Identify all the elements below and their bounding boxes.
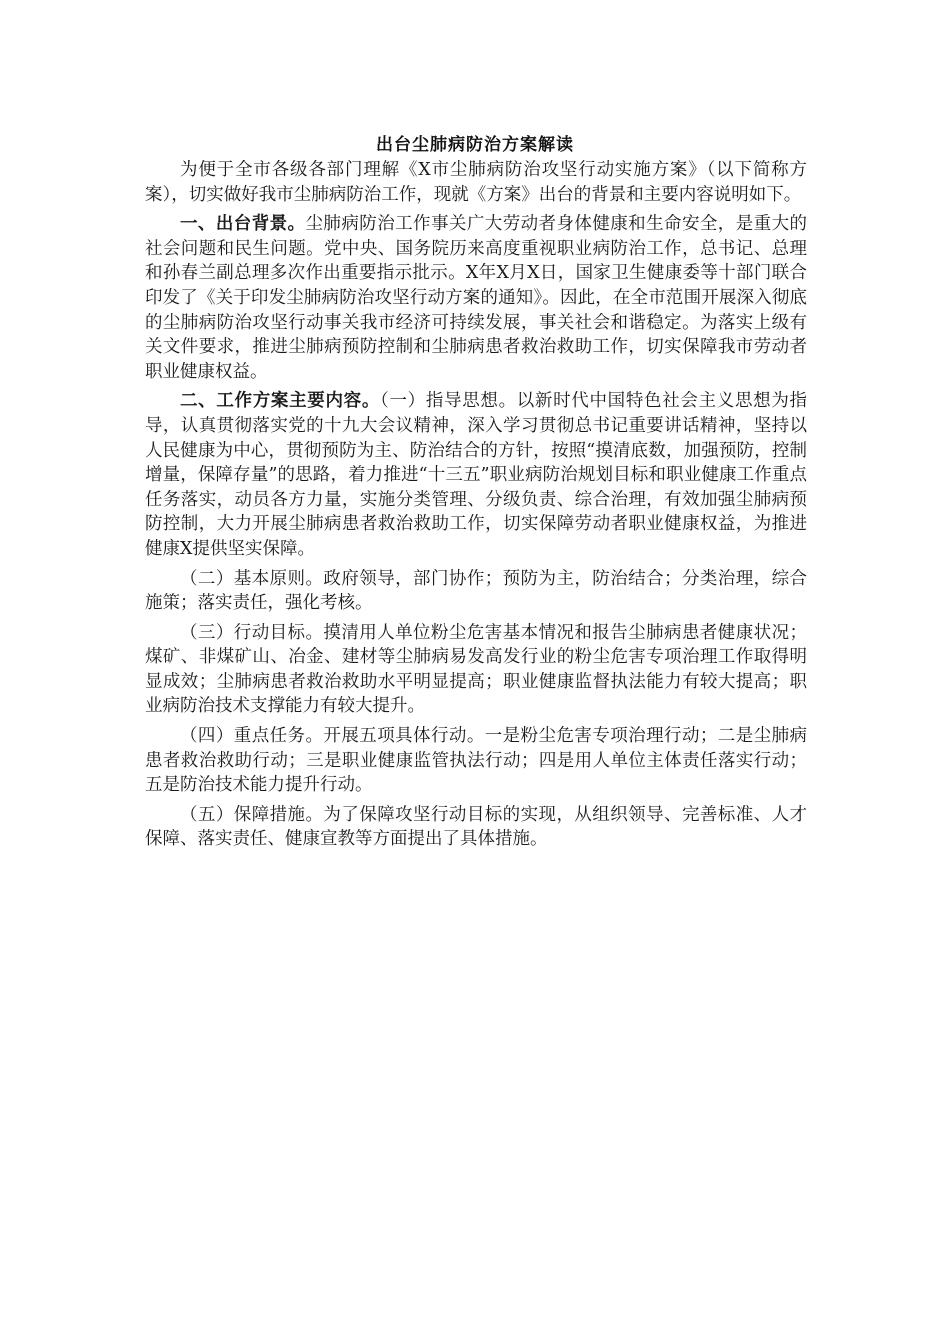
background-paragraph [145, 212, 807, 384]
document-title: 出台尘肺病防治方案解读 [376, 135, 574, 155]
tasks-paragraph: （四）重点任务。开展五项具体行动。一是粉尘危害专项治理行动；二是尘肺病患者救治救助行动；三是职业健康监管执法行动；四是用人单位主体责任落实行动；五是防治技术能力提升行动。 [145, 726, 807, 796]
background-heading: 一、出台背景。 [180, 214, 306, 235]
background-text: 尘肺病防治工作事关广大劳动者身体健康和生命安全，是重大的社会问题和民生问题。党中央、国务院历来高度重视职业病防治工作，总书记、总理和孙春兰副总理多次作出重要指示批示。X年X月X日，国家卫生健康委等十部门联合印发了《关于印发尘肺病防治攻坚行动方案的通知》。因此，在全市范围开展深入彻底的尘肺病防治攻坚行动事关我市经济可持续发展，事关社会和谐稳定。为落实上级有关文件要求，推进尘肺病预防控制和尘肺病患者救治救助工作，切实保障我市劳动者职业健康权益。 [145, 214, 808, 382]
intro-paragraph: 为便于全市各级各部门理解《X市尘肺病防治攻坚行动实施方案》（以下简称方案），切实做好我市尘肺病防治工作，现就《方案》出台的背景和主要内容说明如下。 [145, 160, 807, 205]
principles-paragraph: （二）基本原则。政府领导，部门协作；预防为主，防治结合；分类治理，综合施策；落实责任，强化考核。 [145, 568, 807, 614]
content-heading: 二、工作方案主要内容。 [180, 391, 381, 412]
content-paragraph [145, 389, 807, 561]
document-body [145, 158, 807, 857]
guiding-ideology-text: （一）指导思想。以新时代中国特色社会主义思想为指导，认真贯彻落实党的十九大会议精神，深入学习贯彻总书记重要讲话精神，坚持以人民健康为中心，贯彻预防为主、防治结合的方针，按照“摸清底数，加强预防，控制增量，保障存量”的思路，着力推进“十三五”职业病防治规划目标和职业健康工作重点任务落实，动员各方力量，实施分类管理、分级负责、综合治理，有效加强尘肺病预防控制，大力开展尘肺病患者救治救助工作，切实保障劳动者职业健康权益，为推进健康X提供坚实保障。 [145, 391, 808, 559]
goals-paragraph: （三）行动目标。摸清用人单位粉尘危害基本情况和报告尘肺病患者健康状况；煤矿、非煤矿山、冶金、建材等尘肺病易发高发行业的粉尘危害专项治理工作取得明显成效；尘肺病患者救治救助水平明显提高；职业健康监督执法能力有较大提高；职业病防治技术支撑能力有较大提升。 [145, 622, 807, 717]
measures-paragraph: （五）保障措施。为了保障攻坚行动目标的实现，从组织领导、完善标准、人才保障、落实责任、健康宣教等方面提出了具体措施。 [145, 804, 807, 850]
